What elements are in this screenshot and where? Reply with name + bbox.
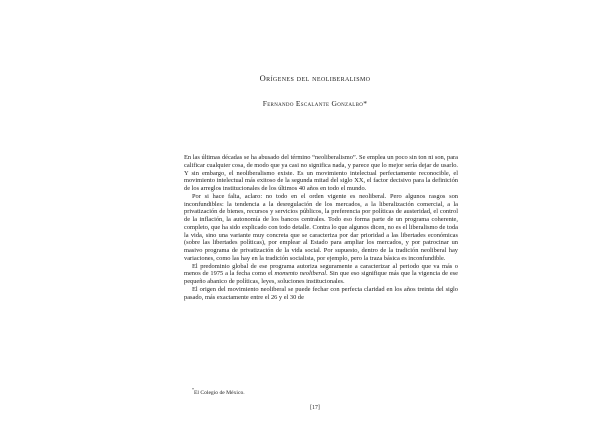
author-name: Fernando Escalante Gonzalbo* bbox=[262, 99, 368, 108]
italic-phrase: momento neoliberal bbox=[274, 270, 327, 278]
page-number: [17] bbox=[310, 405, 320, 411]
footnote bbox=[192, 386, 392, 397]
paragraph: En las últimas décadas se ha abusado del término “neoliberalismo”. Se emplea un poco sin ton ni son, para calificar cualquier cosa, de modo que ya casi no significa nada, y parece que lo mejor sería dejar de usarlo. Y sin embargo, el neoliberalismo existe. Es un movimiento intelectual perfectamente reconocible, el movimiento intelectual más exitoso de la segunda mitad del siglo XX, el factor decisivo para la definición de los arreglos institucionales de los últimos 40 años en todo el mundo. bbox=[184, 154, 458, 192]
paragraph: Por si hace falta, aclaro: no todo en el orden vigente es neoliberal. Pero algunos rasgos son inconfundibles: la tendencia a la desregulación de los mercados, a la liberalización comercial, a la privatización de bienes, recursos y servicios públicos, la preferencia por políticas de austeridad, el control de la inflación, la autonomía de los bancos centrales. Todo eso forma parte de un programa coherente, completo, que ha sido explicado con todo detalle. Contra lo que algunos dicen, no es el liberalismo de toda la vida, sino una variante muy concreta que se caracteriza por dar prioridad a las libertades económicas (sobre las libertades políticas), por emplear al Estado para ampliar los mercados, y por patrocinar un masivo programa de privatización de la vida social. Por supuesto, dentro de la tradición neoliberal hay variaciones, como las hay en la tradición socialista, por ejemplo, pero la traza básica es inconfundible. bbox=[184, 192, 458, 262]
chapter-title: Orígenes del neoliberalismo bbox=[259, 73, 371, 83]
footnote-marker: * bbox=[192, 387, 194, 392]
paragraph: El origen del movimiento neoliberal se puede fechar con perfecta claridad en los años treinta del siglo pasado, más exactamente entre el 26 y el 30 de bbox=[184, 285, 458, 301]
body-text bbox=[184, 154, 458, 301]
paragraph: El predominio global de ese programa autoriza seguramente a caracterizar al periodo que va más o menos de 1975 a la fecha como el momento neoliberal. Sin que eso signifique más que la vigencia de ese pequeño abanico de políticas, leyes, soluciones institucionales. bbox=[184, 262, 458, 285]
footnote-text: El Colegio de México. bbox=[194, 389, 245, 396]
